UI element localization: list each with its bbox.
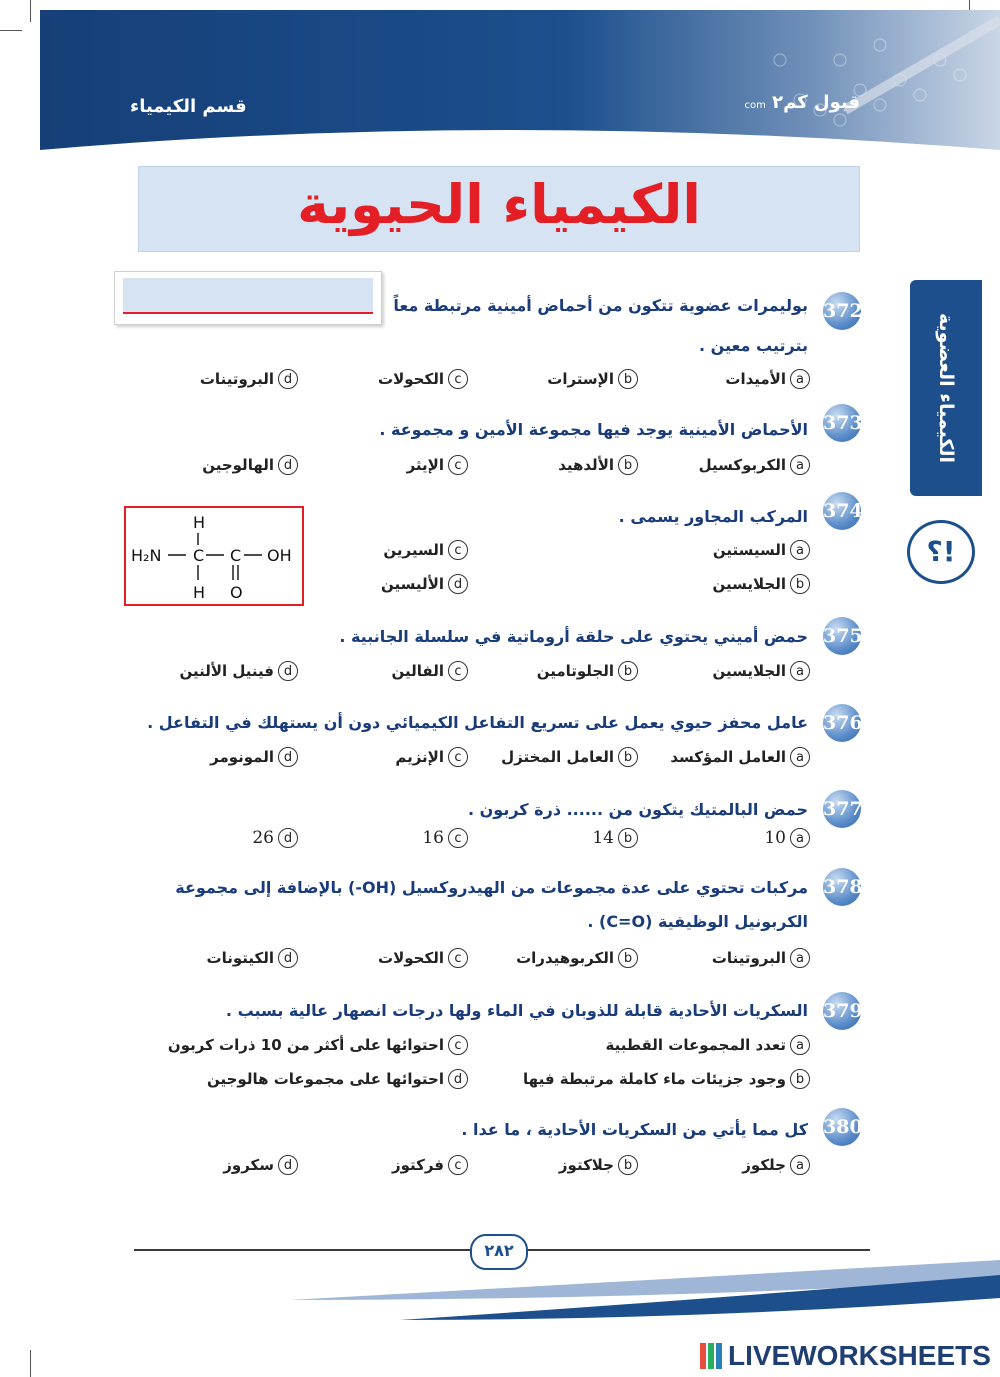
option-c[interactable] (395, 745, 468, 769)
question-number: 377 (823, 790, 861, 828)
question-text: المركب المجاور يسمى . (618, 507, 808, 526)
chapter-tab (910, 280, 982, 496)
option-text: الجلوتامين (536, 662, 614, 680)
option-text: 16 (422, 828, 444, 848)
option-letter: c (448, 661, 468, 681)
option-text: جلاكتوز (558, 1156, 614, 1174)
option-text: البروتينات (199, 370, 274, 388)
option-a[interactable] (606, 1033, 810, 1057)
option-text: الفالين (391, 662, 444, 680)
option-letter: d (448, 574, 468, 594)
page-title: الكيمياء الحيوية (297, 173, 701, 236)
option-a[interactable] (699, 453, 810, 477)
option-letter: a (790, 948, 810, 968)
option-letter: d (448, 1069, 468, 1089)
option-letter: b (618, 455, 638, 475)
liveworksheets-logo (700, 1341, 991, 1371)
option-text: الهالوجين (202, 456, 274, 474)
atom-oh: OH (267, 546, 292, 565)
atom-h-top: H (193, 513, 206, 532)
brand-suffix: com (744, 100, 766, 111)
option-b[interactable] (713, 572, 811, 596)
option-letter: d (278, 747, 298, 767)
header-banner (0, 0, 1000, 160)
question-text: حمض البالمتيك يتكون من ...... ذرة كربون . (467, 800, 808, 819)
page-title-box (138, 166, 860, 252)
option-a[interactable] (713, 659, 811, 683)
option-d[interactable] (207, 1067, 468, 1091)
option-letter: c (448, 948, 468, 968)
option-text: جلكوز (742, 1156, 786, 1174)
option-letter: b (618, 661, 638, 681)
question-text: عامل محفز حيوي يعمل على تسريع التفاعل الكيميائي دون أن يستهلك في التفاعل . (147, 713, 808, 732)
option-text: الإسترات (547, 370, 614, 388)
option-letter: d (278, 948, 298, 968)
option-text: الأميدات (725, 370, 786, 388)
option-c[interactable] (422, 826, 468, 850)
option-b[interactable] (547, 367, 638, 391)
option-text: 10 (764, 828, 786, 848)
option-text: العامل المختزل (501, 748, 614, 766)
question-text: السكريات الأحادية قابلة للذوبان في الماء ولها درجات انصهار عالية بسبب . (225, 1001, 808, 1020)
option-d[interactable] (381, 572, 468, 596)
option-text: تعدد المجموعات القطبية (605, 1036, 786, 1054)
brand-name: قبول كم٢ (772, 92, 860, 113)
option-letter: a (790, 1035, 810, 1055)
department-title: قسم الكيمياء (130, 96, 247, 117)
option-text: الألدهيد (558, 456, 614, 474)
footer-wave (0, 1260, 1000, 1340)
answer-box[interactable] (114, 271, 382, 325)
option-letter: a (790, 369, 810, 389)
question-number: 375 (823, 617, 861, 655)
option-letter: d (278, 661, 298, 681)
option-letter: b (618, 1155, 638, 1175)
option-text: البروتينات (711, 949, 786, 967)
option-text: فينيل الألنين (179, 662, 274, 680)
option-a[interactable] (742, 1153, 810, 1177)
option-d[interactable] (223, 1153, 298, 1177)
option-c[interactable] (378, 946, 468, 970)
option-letter: b (790, 1069, 810, 1089)
option-text: 26 (252, 828, 274, 848)
option-d[interactable] (180, 659, 299, 683)
option-letter: a (790, 661, 810, 681)
option-d[interactable] (210, 745, 298, 769)
option-b[interactable] (516, 946, 638, 970)
atom-h-bottom: H (193, 583, 206, 602)
atom-h2n: H₂N (131, 546, 162, 565)
option-b[interactable] (523, 1067, 810, 1091)
option-text: الإنزيم (395, 748, 444, 766)
option-text: العامل المؤكسد (670, 748, 786, 766)
option-text: فركتوز (391, 1156, 444, 1174)
option-letter: a (790, 540, 810, 560)
option-text: الجلايسين (712, 662, 786, 680)
option-text: الأليسين (381, 575, 444, 593)
option-a[interactable] (725, 367, 810, 391)
question-text: كل مما يأتي من السكريات الأحادية ، ما عدا . (461, 1120, 808, 1139)
question-text-line2: الكربونيل الوظيفية (C=O) . (587, 912, 808, 931)
option-letter: a (790, 1155, 810, 1175)
question-text: بوليمرات عضوية تتكون من أحماض أمينية مرتبطة معاً (393, 296, 808, 315)
option-c[interactable] (378, 367, 468, 391)
atom-c2: C (230, 546, 242, 565)
option-d[interactable] (207, 946, 299, 970)
option-letter: c (448, 747, 468, 767)
question-number: 379 (823, 992, 861, 1030)
question-text: حمض أميني يحتوي على حلقة أروماتية في سلسلة الجانبية . (339, 627, 808, 646)
header-background (0, 0, 1000, 160)
question-text-line2: بترتيب معين . (698, 336, 808, 355)
option-c[interactable] (407, 453, 468, 477)
option-letter: a (790, 455, 810, 475)
atom-c1: C (193, 546, 205, 565)
option-a[interactable] (670, 745, 810, 769)
option-c[interactable] (392, 1153, 468, 1177)
option-text: الكحولات (378, 949, 444, 967)
option-letter: b (618, 369, 638, 389)
chapter-tab-label: الكيمياء العضوية (935, 312, 957, 464)
question-number: 378 (823, 868, 861, 906)
question-text: الأحماض الأمينية يوجد فيها مجموعة الأمين و مجموعة . (379, 420, 808, 439)
option-letter: c (448, 369, 468, 389)
option-b[interactable] (559, 1153, 638, 1177)
option-letter: b (618, 828, 638, 848)
option-letter: c (448, 1035, 468, 1055)
option-letter: d (278, 828, 298, 848)
option-text: السيرين (383, 541, 444, 559)
option-letter: b (618, 747, 638, 767)
option-b[interactable] (537, 659, 638, 683)
question-number: 380 (823, 1108, 861, 1146)
option-a[interactable] (712, 946, 810, 970)
option-a[interactable] (764, 826, 810, 850)
option-text: احتوائها على مجموعات هالوجين (206, 1070, 444, 1088)
option-b[interactable] (592, 826, 638, 850)
option-letter: c (448, 540, 468, 560)
structure-diagram (126, 508, 302, 604)
option-letter: b (790, 574, 810, 594)
question-text: مركبات تحتوي على عدة مجموعات من الهيدروكسيل (OH-) بالإضافة إلى مجموعة (175, 878, 808, 897)
option-text: 14 (592, 828, 614, 848)
question-number: 372 (823, 292, 861, 330)
option-letter: c (448, 455, 468, 475)
page-number: ٢٨٢ (470, 1234, 528, 1270)
option-text: الجلايسين (712, 575, 786, 593)
option-text: الإيثر (406, 456, 444, 474)
option-letter: d (278, 1155, 298, 1175)
option-text: المونومر (210, 748, 274, 766)
option-text: السيستين (712, 541, 786, 559)
option-c[interactable] (383, 538, 468, 562)
option-letter: a (790, 747, 810, 767)
option-text: وجود جزيئات ماء كاملة مرتبطة فيها (523, 1070, 786, 1088)
option-text: احتوائها على أكثر من 10 ذرات كربون (167, 1036, 444, 1054)
option-c[interactable] (392, 659, 468, 683)
brand-logo-text (744, 92, 860, 113)
option-b[interactable] (558, 453, 638, 477)
answer-input[interactable] (123, 278, 373, 314)
option-letter: d (278, 369, 298, 389)
option-letter: d (278, 455, 298, 475)
option-letter: b (618, 948, 638, 968)
option-text: الكربوهيدرات (516, 949, 614, 967)
option-letter: a (790, 828, 810, 848)
glycine-structure (124, 506, 304, 606)
option-letter: c (448, 828, 468, 848)
option-letter: c (448, 1155, 468, 1175)
option-text: الكيتونات (206, 949, 274, 967)
liveworksheets-icon (700, 1343, 722, 1369)
option-text: الكربوكسيل (698, 456, 786, 474)
question-number: 373 (823, 404, 861, 442)
question-number: 376 (823, 704, 861, 742)
liveworksheets-brand: LIVEWORKSHEETS (728, 1340, 991, 1371)
option-text: الكحولات (378, 370, 444, 388)
option-d[interactable] (200, 367, 298, 391)
atom-o: O (230, 583, 243, 602)
think-badge-icon: ؟! (907, 520, 975, 584)
option-d[interactable] (202, 453, 298, 477)
option-b[interactable] (501, 745, 638, 769)
question-number: 374 (823, 492, 861, 530)
option-a[interactable] (713, 538, 810, 562)
option-d[interactable] (252, 826, 298, 850)
option-text: سكروز (223, 1156, 274, 1174)
crop-mark (30, 1350, 31, 1377)
option-c[interactable] (168, 1033, 468, 1057)
